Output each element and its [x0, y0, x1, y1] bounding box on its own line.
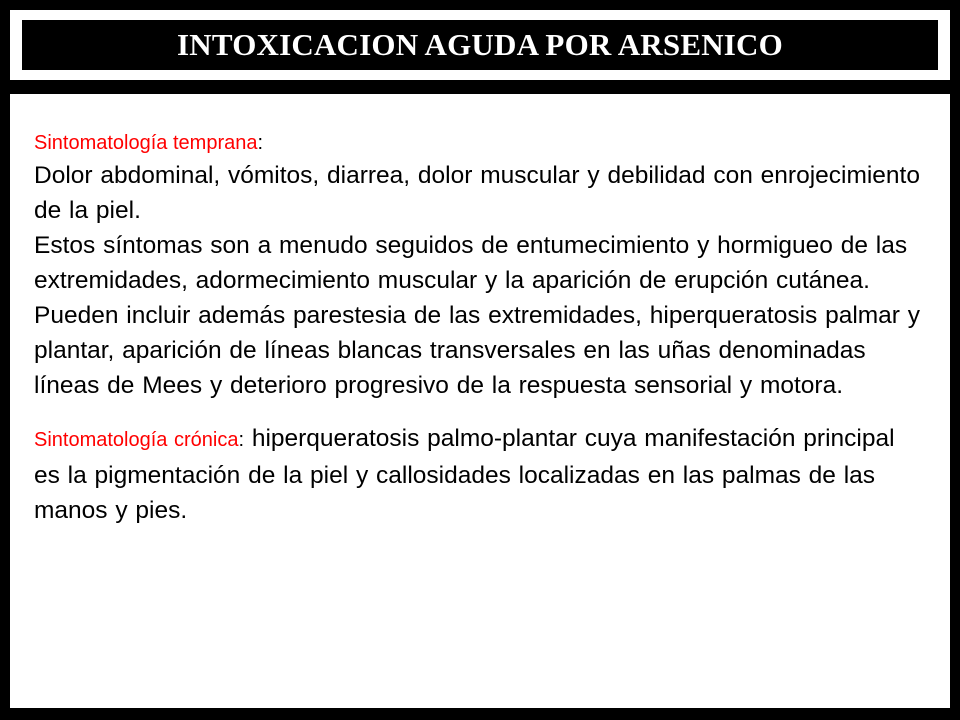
content-panel [10, 94, 950, 708]
chronic-symptoms-colon: : [238, 429, 245, 451]
early-symptoms-label: Sintomatología temprana [34, 132, 258, 154]
early-symptoms-heading [34, 128, 926, 158]
chronic-symptoms-text: hiperqueratosis palmo-plantar cuya manifestación principal es la pigmentación de la piel y callosidades localizadas en las palmas de las manos y pies. [34, 425, 895, 524]
section-gap [34, 403, 926, 421]
early-paragraph-1: Dolor abdominal, vómitos, diarrea, dolor muscular y debilidad con enrojecimiento de la piel. [34, 162, 920, 224]
title-frame [10, 10, 950, 80]
slide-title: INTOXICACION AGUDA POR ARSENICO [177, 27, 783, 62]
title-bar [22, 20, 938, 70]
early-paragraph-3: Pueden incluir además parestesia de las extremidades, hiperqueratosis palmar y plantar, aparición de líneas blancas transversales en las uñas denominadas líneas de Mees y deterioro progresivo de la respuesta sensorial y motora. [34, 302, 921, 399]
early-symptoms-colon: : [257, 132, 264, 154]
early-paragraph-2: Estos síntomas son a menudo seguidos de entumecimiento y hormigueo de las extremidades, adormecimiento muscular y la aparición de erupción cutánea. [34, 232, 908, 294]
chronic-symptoms-paragraph [34, 421, 926, 528]
chronic-symptoms-label: Sintomatología crónica [34, 429, 239, 451]
